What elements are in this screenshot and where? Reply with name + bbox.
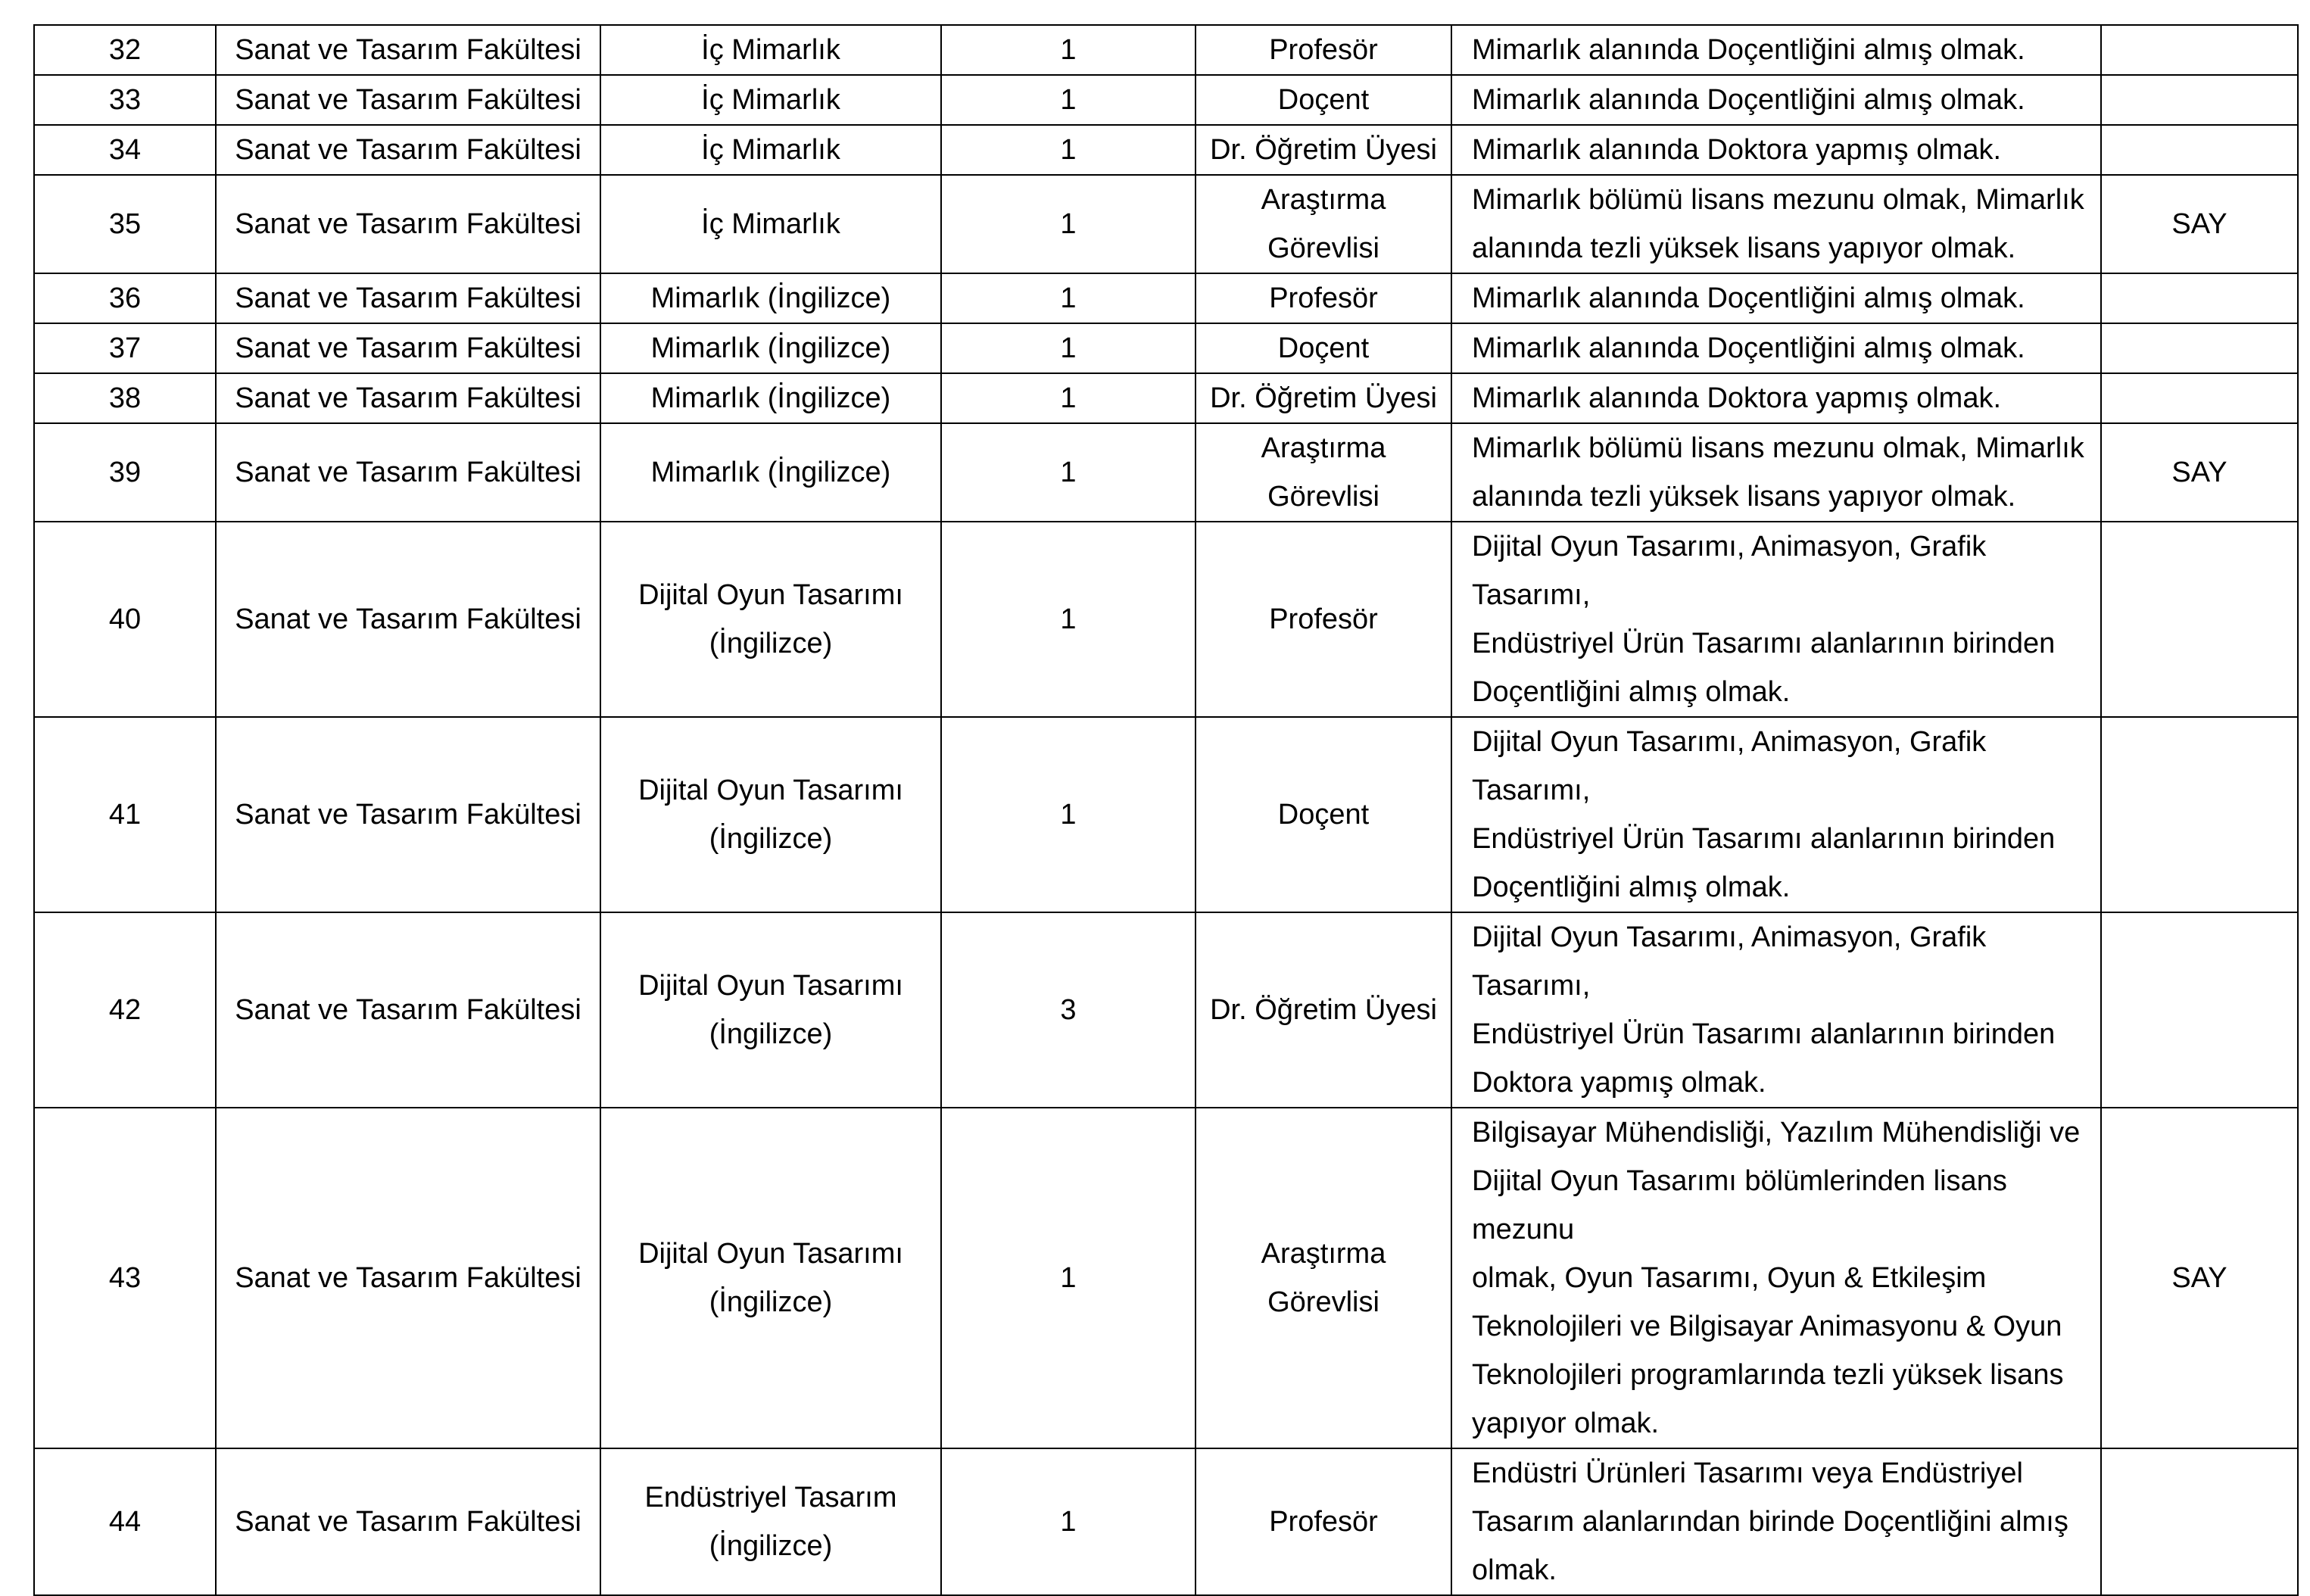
cell-department bbox=[600, 323, 941, 373]
table-row bbox=[34, 75, 2298, 125]
cell-academic-title-text: Doçent bbox=[1277, 84, 1370, 116]
cell-department-text: Mimarlık (İngilizce) bbox=[650, 332, 891, 364]
cell-academic-title bbox=[1196, 175, 1451, 273]
cell-exam-type-text: SAY bbox=[2171, 208, 2227, 240]
table-row bbox=[34, 1108, 2298, 1448]
cell-academic-title bbox=[1196, 717, 1451, 912]
cell-exam-type bbox=[2101, 522, 2298, 717]
cell-academic-title-text: Dr. Öğretim Üyesi bbox=[1210, 134, 1437, 166]
cell-department-text: İç Mimarlık bbox=[701, 34, 840, 66]
cell-academic-title-text: Doçent bbox=[1277, 332, 1370, 364]
cell-department bbox=[600, 373, 941, 423]
cell-position-count bbox=[941, 273, 1196, 323]
table-row bbox=[34, 1448, 2298, 1595]
cell-faculty bbox=[216, 75, 600, 125]
cell-position-count-text: 1 bbox=[1060, 1262, 1077, 1294]
cell-number-text: 39 bbox=[108, 457, 142, 488]
cell-number-text: 35 bbox=[108, 208, 142, 240]
cell-faculty bbox=[216, 25, 600, 75]
cell-requirement-text: Mimarlık bölümü lisans mezunu olmak, Mimarlık alanında tezli yüksek lisans yapıyor olmak. bbox=[1472, 184, 2084, 264]
cell-requirement bbox=[1451, 25, 2101, 75]
cell-academic-title-text: Profesör bbox=[1269, 282, 1378, 314]
cell-academic-title-text: Araştırma Görevlisi bbox=[1261, 1238, 1386, 1318]
cell-department bbox=[600, 273, 941, 323]
cell-number-text: 41 bbox=[108, 799, 142, 831]
cell-academic-title bbox=[1196, 1108, 1451, 1448]
cell-department bbox=[600, 1448, 941, 1595]
cell-number-text: 42 bbox=[108, 994, 142, 1026]
cell-position-count bbox=[941, 1108, 1196, 1448]
cell-academic-title bbox=[1196, 273, 1451, 323]
cell-department-text: Mimarlık (İngilizce) bbox=[650, 382, 891, 414]
cell-faculty-text: Sanat ve Tasarım Fakültesi bbox=[235, 1262, 581, 1294]
table-row bbox=[34, 423, 2298, 522]
cell-exam-type bbox=[2101, 75, 2298, 125]
cell-position-count-text: 1 bbox=[1060, 382, 1077, 414]
cell-number-text: 37 bbox=[108, 332, 142, 364]
cell-number bbox=[34, 912, 216, 1108]
cell-faculty bbox=[216, 717, 600, 912]
cell-position-count-text: 1 bbox=[1060, 332, 1077, 364]
positions-table bbox=[33, 24, 2299, 1596]
cell-requirement bbox=[1451, 323, 2101, 373]
cell-department bbox=[600, 75, 941, 125]
cell-requirement bbox=[1451, 522, 2101, 717]
cell-academic-title-text: Araştırma Görevlisi bbox=[1261, 432, 1386, 513]
table-row bbox=[34, 717, 2298, 912]
cell-position-count bbox=[941, 323, 1196, 373]
cell-number bbox=[34, 373, 216, 423]
cell-position-count bbox=[941, 423, 1196, 522]
cell-department bbox=[600, 423, 941, 522]
cell-faculty-text: Sanat ve Tasarım Fakültesi bbox=[235, 208, 581, 240]
cell-position-count-text: 1 bbox=[1060, 134, 1077, 166]
cell-number bbox=[34, 75, 216, 125]
cell-department bbox=[600, 522, 941, 717]
cell-position-count-text: 1 bbox=[1060, 457, 1077, 488]
cell-exam-type-text: SAY bbox=[2171, 1262, 2227, 1294]
cell-requirement bbox=[1451, 717, 2101, 912]
cell-requirement-text: Mimarlık alanında Doçentliğini almış olmak. bbox=[1472, 282, 2025, 314]
cell-number bbox=[34, 125, 216, 175]
cell-faculty-text: Sanat ve Tasarım Fakültesi bbox=[235, 282, 581, 314]
cell-academic-title-text: Dr. Öğretim Üyesi bbox=[1210, 994, 1437, 1026]
cell-number bbox=[34, 323, 216, 373]
cell-position-count-text: 1 bbox=[1060, 282, 1077, 314]
cell-requirement-text: Endüstri Ürünleri Tasarımı veya Endüstriyel Tasarım alanlarından birinde Doçentliğini almış olmak. bbox=[1472, 1457, 2068, 1586]
cell-department-text: Mimarlık (İngilizce) bbox=[650, 282, 891, 314]
cell-requirement-text: Dijital Oyun Tasarımı, Animasyon, Grafik Tasarımı, Endüstriyel Ürün Tasarımı alanlarının birinden Doçentliğini almış olmak. bbox=[1472, 531, 2056, 708]
cell-requirement-text: Mimarlık alanında Doçentliğini almış olmak. bbox=[1472, 84, 2025, 116]
cell-department bbox=[600, 125, 941, 175]
cell-requirement bbox=[1451, 125, 2101, 175]
cell-position-count bbox=[941, 1448, 1196, 1595]
cell-requirement-text: Mimarlık bölümü lisans mezunu olmak, Mimarlık alanında tezli yüksek lisans yapıyor olmak. bbox=[1472, 432, 2084, 513]
cell-faculty bbox=[216, 323, 600, 373]
cell-exam-type bbox=[2101, 717, 2298, 912]
cell-position-count-text: 1 bbox=[1060, 34, 1077, 66]
cell-department-text: Dijital Oyun Tasarımı (İngilizce) bbox=[638, 579, 903, 659]
cell-requirement-text: Mimarlık alanında Doktora yapmış olmak. bbox=[1472, 382, 2002, 414]
table-row bbox=[34, 373, 2298, 423]
cell-department-text: Dijital Oyun Tasarımı (İngilizce) bbox=[638, 970, 903, 1050]
cell-faculty bbox=[216, 1448, 600, 1595]
cell-department bbox=[600, 175, 941, 273]
cell-faculty bbox=[216, 912, 600, 1108]
cell-exam-type bbox=[2101, 125, 2298, 175]
cell-number-text: 44 bbox=[108, 1506, 142, 1538]
cell-requirement-text: Mimarlık alanında Doktora yapmış olmak. bbox=[1472, 134, 2002, 166]
cell-faculty-text: Sanat ve Tasarım Fakültesi bbox=[235, 34, 581, 66]
cell-number-text: 38 bbox=[108, 382, 142, 414]
cell-faculty-text: Sanat ve Tasarım Fakültesi bbox=[235, 799, 581, 831]
cell-academic-title-text: Profesör bbox=[1269, 603, 1378, 635]
cell-exam-type bbox=[2101, 273, 2298, 323]
cell-number-text: 32 bbox=[108, 34, 142, 66]
cell-academic-title-text: Dr. Öğretim Üyesi bbox=[1210, 382, 1437, 414]
cell-requirement bbox=[1451, 175, 2101, 273]
cell-academic-title bbox=[1196, 75, 1451, 125]
cell-position-count bbox=[941, 522, 1196, 717]
cell-faculty bbox=[216, 175, 600, 273]
cell-number-text: 33 bbox=[108, 84, 142, 116]
cell-requirement-text: Mimarlık alanında Doçentliğini almış olmak. bbox=[1472, 332, 2025, 364]
cell-exam-type bbox=[2101, 175, 2298, 273]
table-row bbox=[34, 175, 2298, 273]
cell-requirement-text: Mimarlık alanında Doçentliğini almış olmak. bbox=[1472, 34, 2025, 66]
cell-position-count-text: 1 bbox=[1060, 1506, 1077, 1538]
table-row bbox=[34, 25, 2298, 75]
cell-requirement bbox=[1451, 273, 2101, 323]
cell-academic-title bbox=[1196, 373, 1451, 423]
cell-position-count-text: 1 bbox=[1060, 208, 1077, 240]
cell-number bbox=[34, 522, 216, 717]
cell-number bbox=[34, 25, 216, 75]
table-row bbox=[34, 323, 2298, 373]
cell-number bbox=[34, 717, 216, 912]
table-row bbox=[34, 912, 2298, 1108]
cell-faculty bbox=[216, 423, 600, 522]
cell-number bbox=[34, 1108, 216, 1448]
positions-table-container bbox=[33, 24, 2297, 1596]
table-row bbox=[34, 125, 2298, 175]
cell-academic-title-text: Profesör bbox=[1269, 34, 1378, 66]
cell-exam-type-text: SAY bbox=[2171, 457, 2227, 488]
cell-position-count bbox=[941, 75, 1196, 125]
cell-academic-title bbox=[1196, 912, 1451, 1108]
cell-faculty-text: Sanat ve Tasarım Fakültesi bbox=[235, 994, 581, 1026]
cell-department bbox=[600, 1108, 941, 1448]
cell-exam-type bbox=[2101, 1448, 2298, 1595]
cell-faculty bbox=[216, 373, 600, 423]
cell-faculty-text: Sanat ve Tasarım Fakültesi bbox=[235, 603, 581, 635]
cell-number-text: 43 bbox=[108, 1262, 142, 1294]
cell-faculty-text: Sanat ve Tasarım Fakültesi bbox=[235, 382, 581, 414]
cell-faculty-text: Sanat ve Tasarım Fakültesi bbox=[235, 457, 581, 488]
cell-requirement-text: Bilgisayar Mühendisliği, Yazılım Mühendisliği ve Dijital Oyun Tasarımı bölümlerinden lisans mezunu olmak, Oyun Tasarımı, Oyun & Etkileşim Teknolojileri ve Bilgisayar Animasyonu & Oyun Teknolojileri programlarında tezli yüksek lisans yapıyor olmak. bbox=[1472, 1117, 2081, 1439]
cell-department-text: Dijital Oyun Tasarımı (İngilizce) bbox=[638, 1238, 903, 1318]
cell-requirement bbox=[1451, 1448, 2101, 1595]
cell-academic-title bbox=[1196, 125, 1451, 175]
cell-department bbox=[600, 25, 941, 75]
cell-position-count bbox=[941, 912, 1196, 1108]
cell-number bbox=[34, 273, 216, 323]
cell-department-text: Dijital Oyun Tasarımı (İngilizce) bbox=[638, 775, 903, 855]
cell-position-count bbox=[941, 25, 1196, 75]
cell-position-count bbox=[941, 373, 1196, 423]
cell-position-count-text: 1 bbox=[1060, 603, 1077, 635]
cell-requirement-text: Dijital Oyun Tasarımı, Animasyon, Grafik Tasarımı, Endüstriyel Ürün Tasarımı alanlarının birinden Doktora yapmış olmak. bbox=[1472, 921, 2056, 1099]
cell-academic-title bbox=[1196, 423, 1451, 522]
cell-position-count-text: 1 bbox=[1060, 799, 1077, 831]
cell-faculty-text: Sanat ve Tasarım Fakültesi bbox=[235, 84, 581, 116]
cell-department-text: Mimarlık (İngilizce) bbox=[650, 457, 891, 488]
cell-faculty bbox=[216, 273, 600, 323]
cell-faculty bbox=[216, 125, 600, 175]
cell-academic-title-text: Doçent bbox=[1277, 799, 1370, 831]
cell-faculty-text: Sanat ve Tasarım Fakültesi bbox=[235, 134, 581, 166]
cell-academic-title bbox=[1196, 323, 1451, 373]
cell-faculty-text: Sanat ve Tasarım Fakültesi bbox=[235, 332, 581, 364]
table-row bbox=[34, 273, 2298, 323]
cell-exam-type bbox=[2101, 1108, 2298, 1448]
cell-position-count-text: 3 bbox=[1060, 994, 1077, 1026]
cell-exam-type bbox=[2101, 912, 2298, 1108]
cell-exam-type bbox=[2101, 25, 2298, 75]
cell-academic-title bbox=[1196, 522, 1451, 717]
cell-position-count bbox=[941, 717, 1196, 912]
cell-position-count bbox=[941, 125, 1196, 175]
cell-academic-title bbox=[1196, 25, 1451, 75]
cell-faculty bbox=[216, 522, 600, 717]
cell-department-text: İç Mimarlık bbox=[701, 208, 840, 240]
positions-table-body bbox=[34, 25, 2298, 1595]
cell-exam-type bbox=[2101, 323, 2298, 373]
cell-requirement bbox=[1451, 75, 2101, 125]
cell-exam-type bbox=[2101, 423, 2298, 522]
cell-number bbox=[34, 175, 216, 273]
cell-number-text: 34 bbox=[108, 134, 142, 166]
cell-requirement bbox=[1451, 373, 2101, 423]
cell-position-count-text: 1 bbox=[1060, 84, 1077, 116]
cell-department bbox=[600, 912, 941, 1108]
table-row bbox=[34, 522, 2298, 717]
cell-academic-title-text: Profesör bbox=[1269, 1506, 1378, 1538]
cell-academic-title bbox=[1196, 1448, 1451, 1595]
cell-faculty bbox=[216, 1108, 600, 1448]
cell-number-text: 40 bbox=[108, 603, 142, 635]
cell-number bbox=[34, 1448, 216, 1595]
cell-academic-title-text: Araştırma Görevlisi bbox=[1261, 184, 1386, 264]
cell-requirement bbox=[1451, 423, 2101, 522]
cell-exam-type bbox=[2101, 373, 2298, 423]
cell-department-text: İç Mimarlık bbox=[701, 134, 840, 166]
cell-faculty-text: Sanat ve Tasarım Fakültesi bbox=[235, 1506, 581, 1538]
cell-requirement-text: Dijital Oyun Tasarımı, Animasyon, Grafik Tasarımı, Endüstriyel Ürün Tasarımı alanlarının birinden Doçentliğini almış olmak. bbox=[1472, 726, 2056, 903]
cell-department-text: Endüstriyel Tasarım (İngilizce) bbox=[644, 1482, 897, 1562]
cell-position-count bbox=[941, 175, 1196, 273]
cell-department bbox=[600, 717, 941, 912]
cell-requirement bbox=[1451, 912, 2101, 1108]
cell-department-text: İç Mimarlık bbox=[701, 84, 840, 116]
cell-number-text: 36 bbox=[108, 282, 142, 314]
cell-requirement bbox=[1451, 1108, 2101, 1448]
cell-number bbox=[34, 423, 216, 522]
